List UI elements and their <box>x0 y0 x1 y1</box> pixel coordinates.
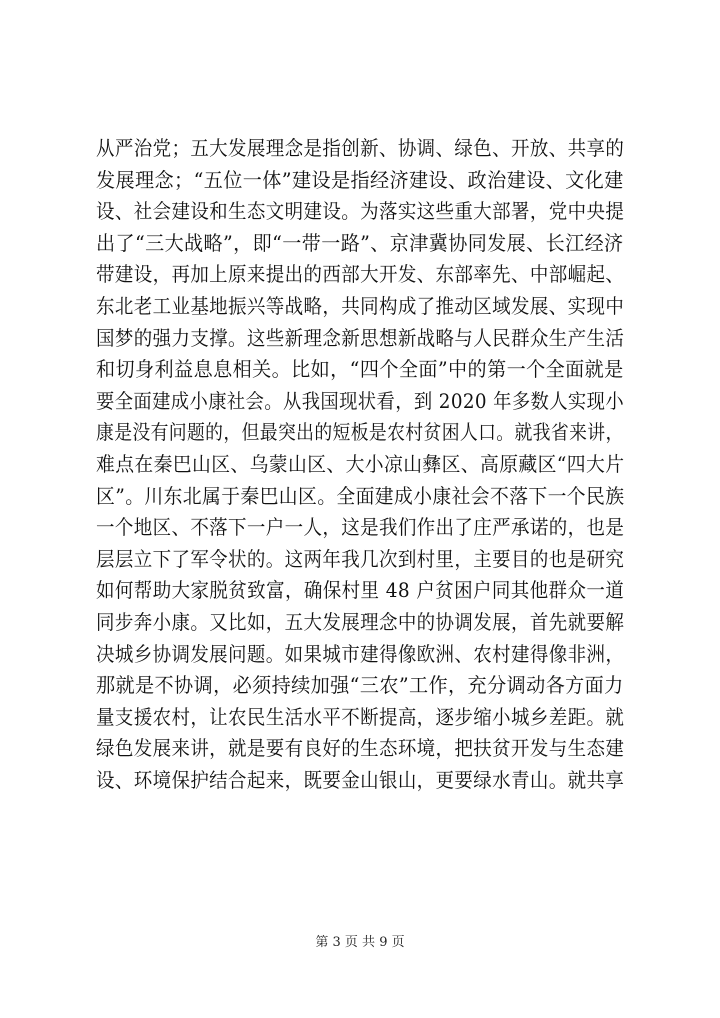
text-line: 同步奔小康。又比如，五大发展理念中的协调发展，首先就要解 <box>96 609 625 634</box>
text-line: 发展理念；“五位一体”建设是指经济建设、政治建设、文化建 <box>96 167 624 192</box>
text-line: 决城乡协调发展问题。如果城市建得像欧洲、农村建得像非洲， <box>96 641 625 666</box>
text-line: 一个地区、不落下一户一人，这是我们作出了庄严承诺的，也是 <box>96 515 625 540</box>
text-line: 如何帮助大家脱贫致富，确保村里 48 户贫困户同其他群众一道 <box>96 578 625 603</box>
text-line: 康是没有问题的，但最突出的短板是农村贫困人口。就我省来讲， <box>96 420 624 445</box>
body-text <box>96 133 636 796</box>
text-line: 设、环境保护结合起来，既要金山银山，更要绿水青山。就共享 <box>96 767 625 792</box>
text-line: 设、社会建设和生态文明建设。为落实这些重大部署，党中央提 <box>96 199 625 224</box>
text-line: 出了“三大战略”，即“一带一路”、京津冀协同发展、长江经济 <box>96 230 624 255</box>
text-line: 带建设，再加上原来提出的西部大开发、东部率先、中部崛起、 <box>96 262 625 287</box>
text-line: 量支援农村，让农民生活水平不断提高，逐步缩小城乡差距。就 <box>96 704 625 729</box>
text-line: 从严治党；五大发展理念是指创新、协调、绿色、开放、共享的 <box>96 136 625 160</box>
text-line: 难点在秦巴山区、乌蒙山区、大小凉山彝区、高原藏区“四大片 <box>96 451 625 476</box>
text-line: 那就是不协调，必须持续加强“三农”工作，充分调动各方面力 <box>96 673 624 698</box>
page-footer: 第 3 页 共 9 页 <box>315 935 405 950</box>
text-line: 要全面建成小康社会。从我国现状看，到 2020 年多数人实现小 <box>96 388 625 413</box>
text-line: 和切身利益息息相关。比如，“四个全面”中的第一个全面就是 <box>96 357 624 382</box>
text-line: 区”。川东北属于秦巴山区。全面建成小康社会不落下一个民族 <box>96 483 625 508</box>
text-line: 层层立下了军令状的。这两年我几次到村里，主要目的也是研究 <box>96 546 625 571</box>
text-line: 绿色发展来讲，就是要有良好的生态环境，把扶贫开发与生态建 <box>96 736 625 761</box>
text-line: 国梦的强力支撑。这些新理念新思想新战略与人民群众生产生活 <box>96 325 625 350</box>
text-line: 东北老工业基地振兴等战略，共同构成了推动区域发展、实现中 <box>96 293 625 318</box>
